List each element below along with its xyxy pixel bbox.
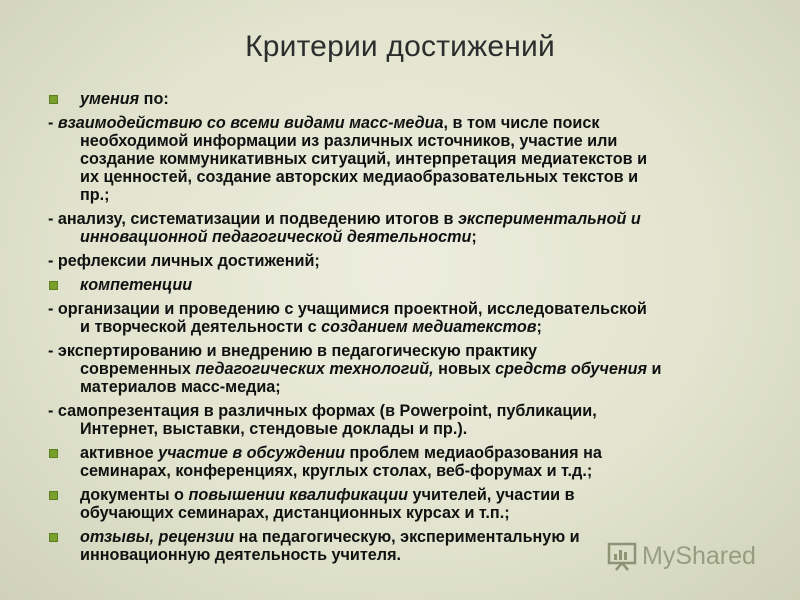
continuation-line: обучающих семинарах, дистанционных курсах и т.п.; <box>80 504 510 522</box>
item-text <box>48 300 756 318</box>
bullet-square-icon <box>48 444 80 462</box>
item-text <box>48 402 756 420</box>
continuation-line: Интернет, выставки, стендовые доклады и пр.). <box>80 420 468 438</box>
continuation-line: пр.; <box>80 186 110 204</box>
continuation-line <box>48 318 756 336</box>
text-run: и <box>647 360 662 378</box>
emphasis-text: созданием медиатекстов <box>321 318 537 336</box>
text-run: современных <box>80 360 196 378</box>
emphasis-text: участие в обсуждении <box>158 444 345 462</box>
text-run: учителей, участии в <box>408 486 575 504</box>
emphasis-text: компетенции <box>80 276 193 294</box>
bullet-item <box>48 444 756 480</box>
watermark-text: MyShared <box>642 541 756 570</box>
text-run: - <box>48 114 58 132</box>
continuation-line <box>48 360 756 378</box>
continuation-line: создание коммуникативных ситуаций, интерпретация медиатекстов и <box>80 150 648 168</box>
text-run: проблем медиаобразования на <box>345 444 602 462</box>
dash-item <box>48 402 756 438</box>
presentation-board-icon <box>606 540 638 572</box>
emphasis-text: экспериментальной и <box>457 210 641 228</box>
item-text <box>48 252 756 270</box>
dash-item <box>48 342 756 396</box>
slide-title: Критерии достижений <box>245 30 555 63</box>
item-text <box>80 486 756 504</box>
item-text <box>48 342 756 360</box>
dash-item <box>48 300 756 336</box>
criteria-list <box>48 90 756 564</box>
text-run: по: <box>139 90 169 108</box>
text-run: ; <box>471 228 477 246</box>
text-run: - анализу, систематизации и подведению итогов в <box>48 210 458 228</box>
dash-item <box>48 252 756 270</box>
bullet-square-icon <box>48 90 80 108</box>
item-text <box>80 90 756 108</box>
bullet-item <box>48 276 756 294</box>
item-text <box>80 276 756 294</box>
bullet-square-icon <box>48 528 80 546</box>
continuation-line <box>48 228 756 246</box>
dash-item <box>48 114 756 204</box>
watermark-logo <box>606 538 766 574</box>
bullet-square-icon <box>48 486 80 504</box>
continuation-line: инновационную деятельность учителя. <box>80 546 402 564</box>
continuation-line: необходимой информации из различных источников, участие или <box>80 132 618 150</box>
emphasis-text: повышении квалификации <box>188 486 409 504</box>
emphasis-text: педагогических технологий, <box>195 360 434 378</box>
text-run: и творческой деятельности с <box>80 318 322 336</box>
item-text <box>48 114 756 132</box>
emphasis-text: взаимодействию со всеми видами масс-медиа <box>57 114 444 132</box>
continuation-line: материалов масс-медиа; <box>80 378 281 396</box>
bullet-item <box>48 486 756 522</box>
emphasis-text: умения <box>80 90 140 108</box>
text-run: активное <box>80 444 159 462</box>
text-run: ; <box>536 318 542 336</box>
text-run: , в том числе поиск <box>443 114 600 132</box>
emphasis-text: средств обучения <box>495 360 648 378</box>
text-run: - самопрезентация в различных формах (в Powerpoint, публикации, <box>48 402 597 420</box>
text-run: - организации и проведению с учащимися проектной, исследовательской <box>48 300 647 318</box>
text-run: на педагогическую, экспериментальную и <box>234 528 580 546</box>
text-run: - рефлексии личных достижений; <box>48 252 320 270</box>
item-text <box>80 444 756 462</box>
text-run: - экспертированию и внедрению в педагогическую практику <box>48 342 537 360</box>
continuation-line: их ценностей, создание авторских медиаобразовательных текстов и <box>80 168 639 186</box>
continuation-line: семинарах, конференциях, круглых столах, веб-форумах и т.д.; <box>80 462 593 480</box>
text-run: документы о <box>80 486 189 504</box>
emphasis-text: отзывы, рецензии <box>80 528 235 546</box>
item-text <box>48 210 756 228</box>
dash-item <box>48 210 756 246</box>
emphasis-text: инновационной педагогической деятельности <box>80 228 472 246</box>
bullet-item <box>48 90 756 108</box>
bullet-square-icon <box>48 276 80 294</box>
text-run: новых <box>433 360 496 378</box>
